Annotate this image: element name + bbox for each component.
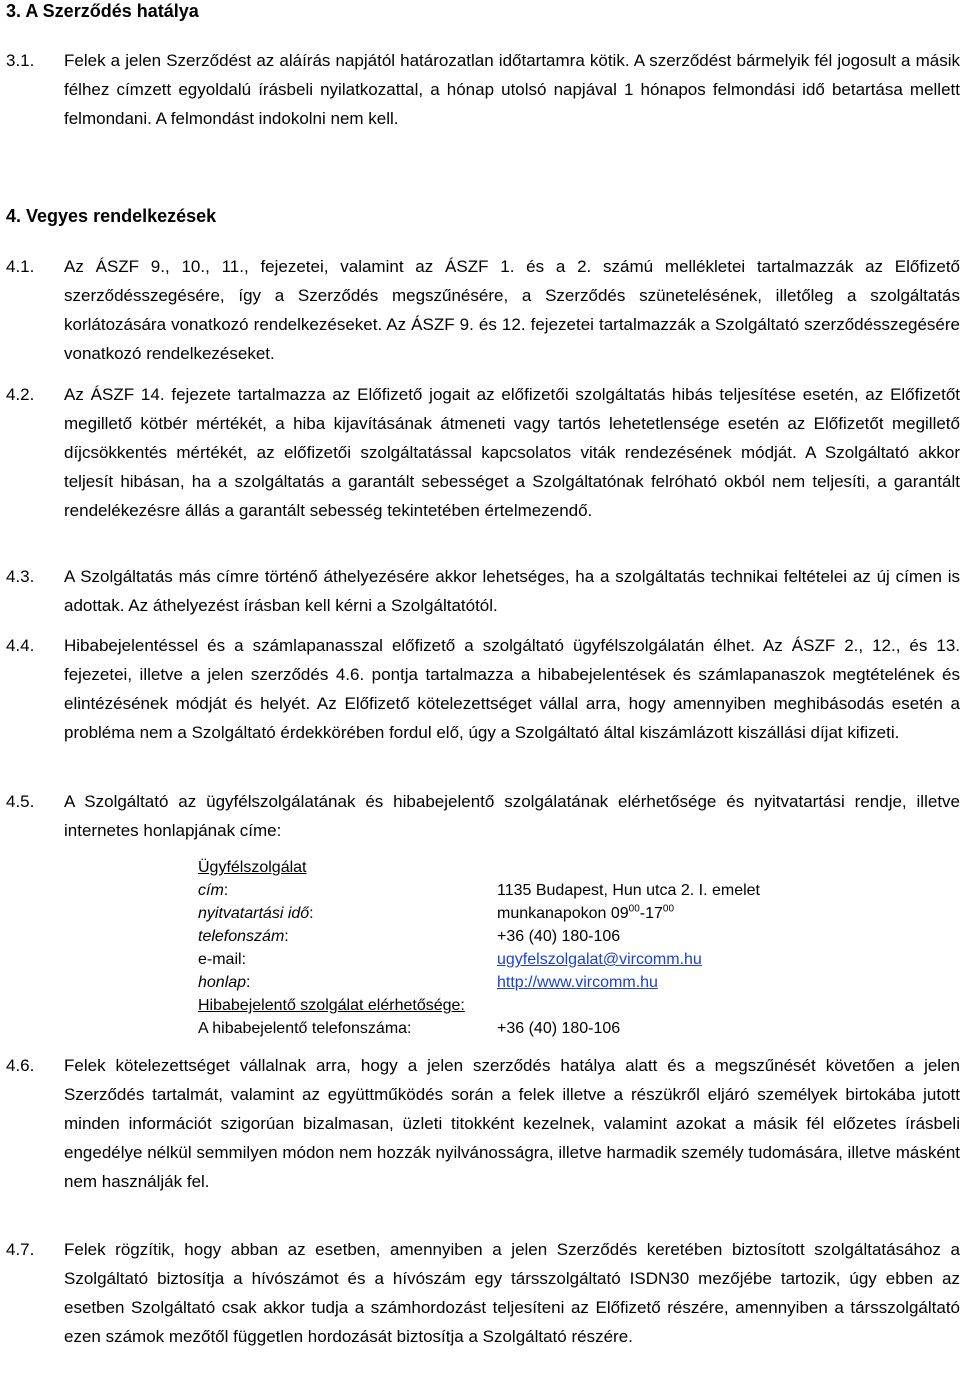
paragraph-4-5 — [6, 787, 960, 845]
section-4-heading: 4. Vegyes rendelkezések — [6, 206, 217, 226]
fault-phone-value: +36 (40) 180-106 — [497, 1020, 621, 1037]
address-value: 1135 Budapest, Hun utca 2. I. emelet — [497, 882, 760, 899]
phone-value: +36 (40) 180-106 — [497, 928, 621, 945]
paragraph-number: 4.7. — [6, 1240, 35, 1259]
website-link[interactable]: http://www.vircomm.hu — [497, 974, 658, 991]
section-3-heading: 3. A Szerződés hatálya — [6, 1, 199, 21]
paragraph-3-1 — [6, 46, 960, 133]
paragraph-text: Felek a jelen Szerződést az aláírás napjától határozatlan időtartamra kötik. A szerződést bármelyik fél jogosult a másik félhez címzett egyoldalú írásbeli nyilatkozattal, a hónap utolsó napjával 1 hónapos felmondási idő betartása mellett felmondani. A felmondást indokolni nem kell. — [64, 51, 960, 128]
fault-phone-label: A hibabejelentő telefonszáma: — [198, 1020, 412, 1037]
paragraph-4-1 — [6, 252, 960, 368]
contact-block — [198, 856, 898, 1040]
web-label-group: honlap: — [198, 974, 251, 991]
address-label-group: cím: — [198, 882, 229, 899]
paragraph-text: Felek kötelezettséget vállalnak arra, hogy a jelen szerződés hatálya alatt és a megszűnését követően a jelen Szerződés tartalmát, valamint az együttműködés során a felek illetve a részükről eljáró személyek birtokába jutott minden információt szigorúan bizalmasan, üzleti titokként kezelnek, valamint azokat a másik fél előzetes írásbeli engedélye nélkül semmilyen módon nem hozzák nyilvánosságra, illetve harmadik személy tudomására, illetve másként nem használják fel. — [64, 1056, 960, 1191]
paragraph-4-4 — [6, 631, 960, 747]
paragraph-text: Hibabejelentéssel és a számlapanasszal előfizető a szolgáltató ügyfélszolgálatán élhet. Az ÁSZF 2., 12., és 13. fejezetei, illetve a jelen szerződés 4.6. pontja tartalmazza a hibabejelentések és számlapanaszok megtételének és elintézésének módját és helyét. Az Előfizető kötelezettséget vállal arra, hogy amennyiben meghibásodás esetén a probléma nem a Szolgáltató érdekkörében fordul elő, úgy a Szolgáltató által kiszámlázott kiszállási díjat kifizeti. — [64, 636, 960, 742]
paragraph-text: Az ÁSZF 9., 10., 11., fejezetei, valamint az ÁSZF 1. és a 2. számú mellékletei tartalmazzák az Előfizető szerződésszegésére, így a Szerződés megszűnésére, a Szerződés szünetelésének, illetőleg a szolgáltatás korlátozására vonatkozó rendelkezéseket. Az ÁSZF 9. és 12. fejezetei tartalmazzák a Szolgáltató szerződésszegésére vonatkozó rendelkezéseket. — [64, 257, 960, 363]
paragraph-number: 4.5. — [6, 792, 35, 811]
hours-label: nyitvatartási idő — [198, 905, 310, 922]
paragraph-text: Felek rögzítik, hogy abban az esetben, amennyiben a jelen Szerződés keretében biztosított szolgáltatásához a Szolgáltató biztosítja a hívószámot és a hívószám egy társszolgáltató ISDN30 mezőjébe tartozik, úgy ebben az esetben Szolgáltató csak akkor tudja a számhordozást teljesíteni az Előfizető részére, amennyiben a társszolgáltató ezen számok mezőtől független hordozását biztosítja a Szolgáltató részére. — [64, 1240, 960, 1346]
paragraph-text: A Szolgáltató az ügyfélszolgálatának és hibabejelentő szolgálatának elérhetősége és nyitvatartási rendje, illetve internetes honlapjának címe: — [64, 792, 960, 840]
address-label: cím — [198, 882, 224, 899]
paragraph-text: A Szolgáltatás más címre történő áthelyezésére akkor lehetséges, ha a szolgáltatás technikai feltételei az új címen is adottak. Az áthelyezést írásban kell kérni a Szolgáltatótól. — [64, 567, 960, 615]
paragraph-number: 4.1. — [6, 257, 35, 276]
paragraph-text: Az ÁSZF 14. fejezete tartalmazza az Előfizető jogait az előfizetői szolgáltatás hibás teljesítése esetén, az Előfizetőt megillető kötbér mértékét, a hiba kijavításának átmeneti vagy tartós lehetetlensége esetén az Előfizetőt megillető díjcsökkentés mértékét, az előfizetői szolgáltatással kapcsolatos viták rendezésének módját. A Szolgáltató akkor teljesít hibásan, ha a szolgáltatás a garantált sebességet a Szolgáltatónak felróható okból nem teljesíti, a garantált rendelékezésre állás a garantált sebesség tekintetében értelmezendő. — [64, 385, 960, 520]
paragraph-number: 4.2. — [6, 385, 35, 404]
paragraph-4-7 — [6, 1235, 960, 1351]
email-link[interactable]: ugyfelszolgalat@vircomm.hu — [497, 951, 702, 968]
email-label: e-mail: — [198, 951, 247, 968]
hours-separator: -17 — [639, 905, 663, 922]
paragraph-number: 4.4. — [6, 636, 35, 655]
paragraph-4-3 — [6, 562, 960, 620]
hours-prefix: munkanapokon 09 — [497, 905, 629, 922]
paragraph-number: 3.1. — [6, 51, 35, 70]
paragraph-number: 4.3. — [6, 567, 35, 586]
paragraph-4-2 — [6, 380, 960, 525]
paragraph-4-6 — [6, 1051, 960, 1196]
phone-label-group: telefonszám: — [198, 928, 289, 945]
customer-service-title: Ügyfélszolgálat — [198, 859, 307, 876]
fault-service-title: Hibabejelentő szolgálat elérhetősége: — [198, 997, 465, 1014]
hours-sup-open: 00 — [628, 903, 640, 915]
hours-value — [497, 902, 674, 925]
paragraph-number: 4.6. — [6, 1056, 35, 1075]
phone-label: telefonszám — [198, 928, 285, 945]
web-label: honlap — [198, 974, 247, 991]
hours-label-group: nyitvatartási idő: — [198, 905, 314, 922]
hours-sup-close: 00 — [662, 903, 675, 915]
